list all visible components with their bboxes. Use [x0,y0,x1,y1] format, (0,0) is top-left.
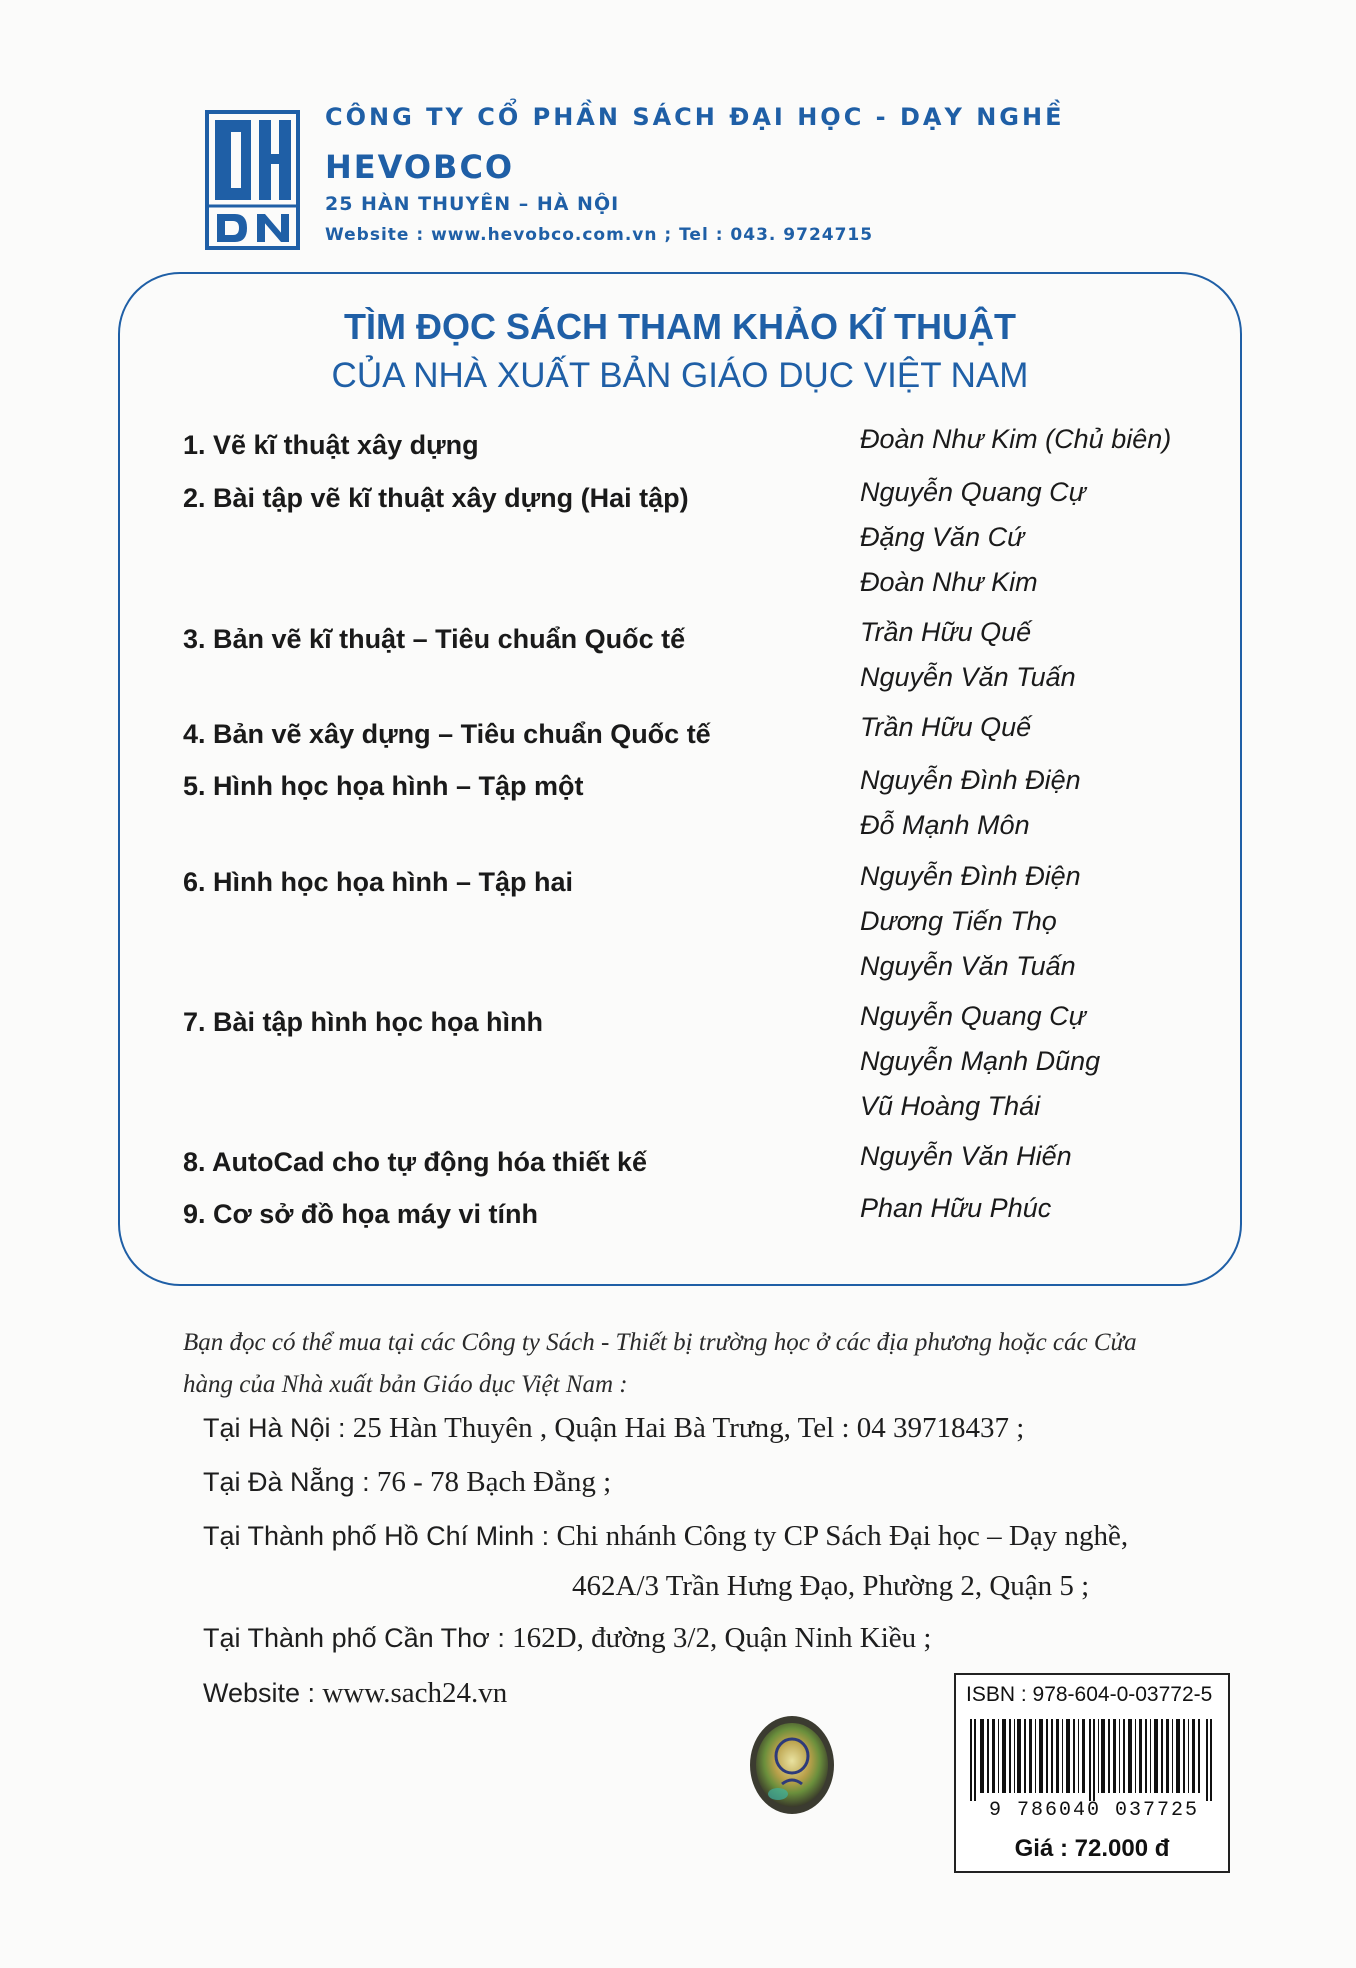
book-title: 4. Bản vẽ xây dựng – Tiêu chuẩn Quốc tế [183,719,711,749]
isbn-barcode-box [954,1673,1230,1873]
publisher-brand: HEVOBCO [325,148,515,186]
book-author: Trần Hữu Quế [860,617,1032,647]
location-hanoi [203,1412,1024,1445]
book-author: Nguyễn Quang Cự [860,477,1086,507]
reference-title: TÌM ĐỌC SÁCH THAM KHẢO KĨ THUẬT [344,306,1016,347]
location-label: Tại Hà Nội : [203,1413,346,1443]
book-title: 7. Bài tập hình học họa hình [183,1007,544,1037]
location-hcm-address: 462A/3 Trần Hưng Đạo, Phường 2, Quận 5 ; [572,1570,1090,1602]
publisher-contact: Website : www.hevobco.com.vn ; Tel : 043. 9724715 [325,225,874,245]
location-danang [203,1466,611,1499]
book-author: Đặng Văn Cứ [860,522,1025,552]
book-author: Đoàn Như Kim (Chủ biên) [860,424,1172,454]
website-value: www.sach24.vn [322,1677,508,1709]
book-author: Nguyễn Mạnh Dũng [860,1046,1101,1076]
book-title: 1. Vẽ kĩ thuật xây dựng [183,430,479,460]
location-value: 162D, đường 3/2, Quận Ninh Kiều ; [512,1622,932,1654]
book-title: 2. Bài tập vẽ kĩ thuật xây dựng (Hai tập) [183,483,689,513]
book-author: Đoàn Như Kim [860,567,1038,597]
book-author: Nguyễn Văn Hiến [860,1141,1072,1171]
website-label: Website : [203,1678,316,1708]
book-title: 9. Cơ sở đồ họa máy vi tính [183,1199,538,1229]
location-label: Tại Đà Nẵng : [203,1467,370,1497]
isbn-number: ISBN : 978-604-0-03772-5 [966,1683,1213,1706]
publisher-address: 25 HÀN THUYÊN – HÀ NỘI [325,193,620,215]
location-hcm [203,1520,1128,1553]
book-title: 3. Bản vẽ kĩ thuật – Tiêu chuẩn Quốc tế [183,624,686,654]
book-title: 5. Hình học họa hình – Tập một [183,771,584,801]
purchase-intro: Bạn đọc có thể mua tại các Công ty Sách - Thiết bị trường học ở các địa phương hoặc các Cửa hàng của Nhà xuất bản Giáo dục Việt Nam : [183,1329,1137,1398]
book-author: Dương Tiến Thọ [860,906,1057,936]
book-author: Đỗ Mạnh Môn [860,810,1030,840]
reference-subtitle: CỦA NHÀ XUẤT BẢN GIÁO DỤC VIỆT NAM [331,356,1029,395]
book-author: Trần Hữu Quế [860,712,1032,742]
book-author: Nguyễn Đình Điện [860,765,1081,795]
location-cantho [203,1622,931,1655]
book-author: Nguyễn Đình Điện [860,861,1081,891]
reference-books-box [118,272,1242,1286]
book-title: 8. AutoCad cho tự động hóa thiết kế [183,1147,648,1177]
publisher-name: CÔNG TY CỔ PHẦN SÁCH ĐẠI HỌC - DẠY NGHỀ [325,103,1065,131]
publisher-logo [205,110,300,250]
location-label: Tại Thành phố Hồ Chí Minh : [203,1521,550,1551]
location-value: Chi nhánh Công ty CP Sách Đại học – Dạy nghề, [556,1520,1129,1552]
location-label: Tại Thành phố Cần Thơ : [203,1623,505,1653]
book-author: Nguyễn Văn Tuấn [860,951,1076,981]
book-author: Nguyễn Quang Cự [860,1001,1086,1031]
book-price: Giá : 72.000 đ [1014,1835,1170,1862]
location-value: 25 Hàn Thuyên , Quận Hai Bà Trưng, Tel : 04 39718437 ; [352,1412,1025,1444]
book-author: Phan Hữu Phúc [860,1193,1052,1223]
book-author: Nguyễn Văn Tuấn [860,662,1076,692]
barcode-digits: 9 786040 037725 [988,1799,1200,1822]
book-title: 6. Hình học họa hình – Tập hai [183,867,574,897]
barcode-icon [966,1719,1220,1801]
purchase-website [203,1677,507,1710]
book-author: Vũ Hoàng Thái [860,1091,1041,1121]
location-value: 76 - 78 Bạch Đằng ; [376,1466,612,1498]
hologram-seal-icon [748,1714,836,1816]
